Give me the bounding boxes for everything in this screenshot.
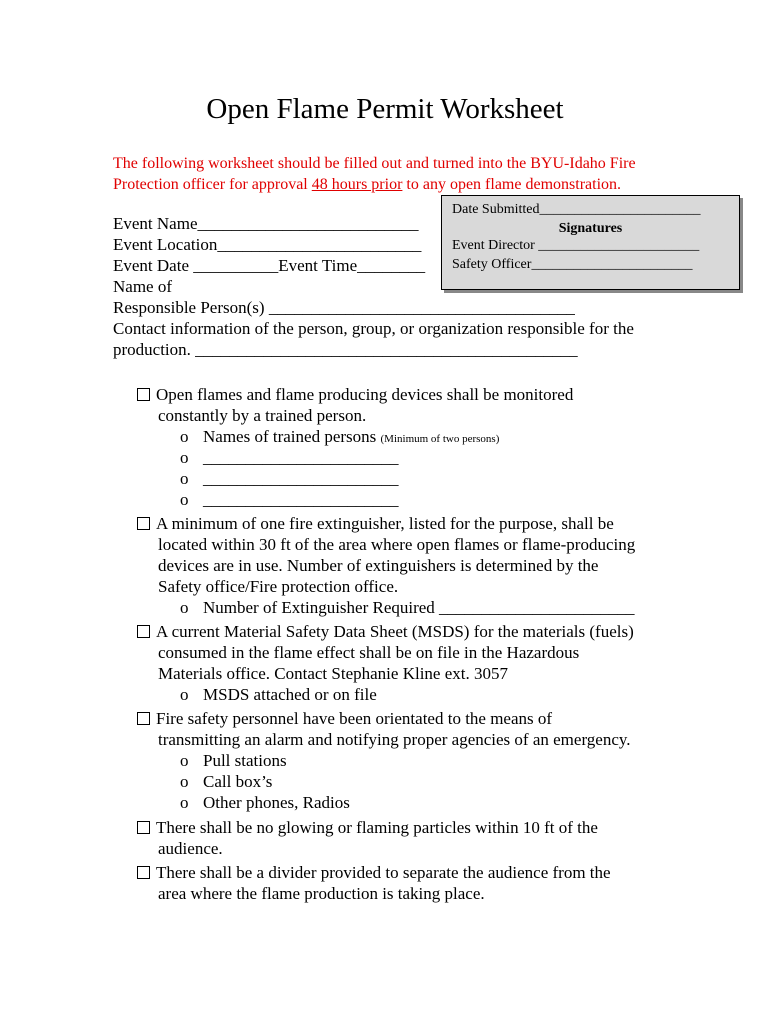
signatures-heading: Signatures [558,221,623,236]
checkbox-icon[interactable] [137,712,150,725]
checklist-item-monitoring [137,384,573,426]
blank-line[interactable]: _______________________ [203,469,399,488]
sub-item-text[interactable]: Number of Extinguisher Required _______________________ [203,598,635,617]
item-text: Open flames and flame producing devices shall be monitored [156,385,574,404]
event-director-field[interactable] [452,238,699,254]
event-director-label: Event Director [452,238,535,253]
contact-info-label: Contact information of the person, group, or organization responsible for the [113,319,634,338]
sub-item-note: (Minimum of two persons) [380,433,500,445]
bullet-icon: o [180,685,189,704]
sub-item-extinguisher-count[interactable] [180,597,635,618]
item-text: Fire safety personnel have been orientated to the means of [156,709,553,728]
item-text: A current Material Safety Data Sheet (MSDS) for the materials (fuels) [156,622,634,641]
responsible-persons-field[interactable]: Responsible Person(s) ____________________________________ [113,298,575,317]
bullet-icon: o [180,772,189,791]
name-of-label: Name of [113,277,173,296]
intro-line-1: The following worksheet should be filled out and turned into the BYU-Idaho Fire [113,155,636,172]
item-text: consumed in the flame effect shall be on file in the Hazardous [158,643,580,662]
sub-item-text: Call box’s [203,772,273,791]
safety-officer-label: Safety Officer [452,257,532,272]
event-date-time-field[interactable]: Event Date __________Event Time________ [113,256,426,275]
bullet-icon: o [180,751,189,770]
checkbox-icon[interactable] [137,625,150,638]
trained-person-blank-1[interactable] [180,447,399,468]
item-text: A minimum of one fire extinguisher, listed for the purpose, shall be [156,514,614,533]
bullet-icon: o [180,598,189,617]
production-field[interactable]: production. _____________________________________________ [113,340,578,359]
intro-text: to any open flame demonstration. [402,176,622,193]
item-text: Safety office/Fire protection office. [158,577,399,596]
item-text: audience. [158,839,223,858]
trained-person-blank-2[interactable] [180,468,399,489]
checkbox-icon[interactable] [137,866,150,879]
sub-item-call-box [180,771,272,792]
safety-officer-blank[interactable]: _______________________ [531,257,693,272]
bullet-icon: o [180,490,189,509]
signature-box [441,195,740,290]
checklist-item-divider [137,862,611,904]
date-submitted-label: Date Submitted [452,202,540,217]
sub-item-other-phones [180,792,350,813]
safety-officer-field[interactable] [452,257,692,273]
checkbox-icon[interactable] [137,517,150,530]
date-submitted-field[interactable] [452,202,701,218]
event-location-field[interactable]: Event Location________________________ [113,235,422,254]
checklist-item-fire-personnel [137,708,631,750]
trained-person-blank-3[interactable] [180,489,399,510]
intro-line-2 [113,176,621,194]
date-submitted-blank[interactable]: _______________________ [539,202,701,217]
event-name-field[interactable]: Event Name__________________________ [113,214,419,233]
item-text: There shall be a divider provided to separate the audience from the [156,863,611,882]
item-text: Materials office. Contact Stephanie Kline ext. 3057 [158,664,508,683]
event-director-blank[interactable]: _______________________ [538,238,700,253]
item-text: There shall be no glowing or flaming particles within 10 ft of the [156,818,598,837]
checklist-item-particles [137,817,598,859]
sub-item-text: Names of trained persons [203,427,381,446]
item-text: constantly by a trained person. [158,406,367,425]
item-text: devices are in use. Number of extinguishers is determined by the [158,556,599,575]
page-title: Open Flame Permit Worksheet [206,93,564,125]
checkbox-icon[interactable] [137,388,150,401]
sub-item-text: Pull stations [203,751,287,770]
checkbox-icon[interactable] [137,821,150,834]
sub-item-pull-stations [180,750,287,771]
blank-line[interactable]: _______________________ [203,448,399,467]
item-text: area where the flame production is taking place. [158,884,485,903]
checklist-item-extinguisher [137,513,635,597]
item-text: transmitting an alarm and notifying proper agencies of an emergency. [158,730,631,749]
bullet-icon: o [180,793,189,812]
sub-item-text: MSDS attached or on file [203,685,377,704]
blank-line[interactable]: _______________________ [203,490,399,509]
item-text: located within 30 ft of the area where open flames or flame-producing [158,535,636,554]
sub-item-text: Other phones, Radios [203,793,350,812]
bullet-icon: o [180,469,189,488]
checklist-item-msds [137,621,634,684]
intro-text: Protection officer for approval [113,176,312,193]
sub-item-msds-attached [180,684,377,705]
bullet-icon: o [180,448,189,467]
bullet-icon: o [180,427,189,446]
deadline-emphasis: 48 hours prior [311,176,403,193]
